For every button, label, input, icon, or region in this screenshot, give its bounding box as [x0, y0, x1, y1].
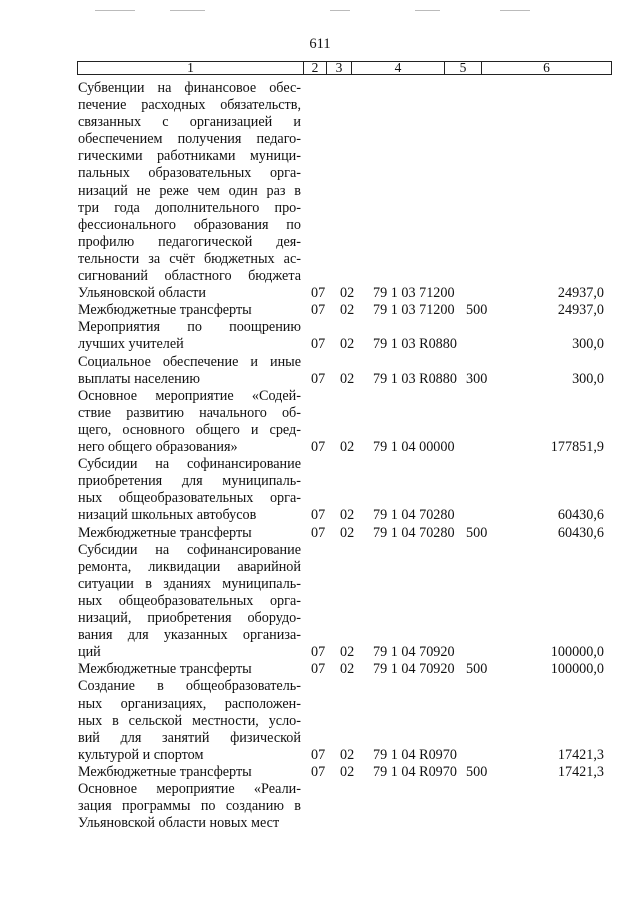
- row-description: [78, 302, 301, 319]
- amount-value: 24937,0: [557, 302, 604, 319]
- description-line: Создание в общеобразователь-: [78, 678, 301, 695]
- header-cell: 2: [304, 62, 327, 74]
- description-line: ремонта, ликвидации аварийной: [78, 558, 301, 575]
- header-cell: 6: [543, 60, 550, 75]
- row-description: [78, 764, 301, 781]
- section-code: 07: [311, 302, 326, 319]
- description-line: Субвенции на финансовое обес-: [78, 80, 301, 96]
- subsection-code: 02: [340, 746, 355, 763]
- table-row: [0, 525, 640, 542]
- scan-artifact: [500, 10, 530, 11]
- budget-table: [0, 80, 640, 832]
- expense-type-code: 500: [466, 302, 488, 319]
- subsection-code: 02: [340, 336, 355, 353]
- description-line: Ульяновской области: [78, 285, 206, 302]
- description-line: Межбюджетные трансферты: [78, 661, 252, 678]
- description-line: щего, основного общего и сред-: [78, 421, 301, 438]
- description-line: низаций не реже чем один раз в: [78, 182, 301, 199]
- row-description: [78, 661, 301, 678]
- description-line: Социальное обеспечение и иные: [78, 353, 301, 370]
- description-line: Межбюджетные трансферты: [78, 763, 252, 780]
- description-line: печение расходных обязательств,: [78, 97, 301, 114]
- description-line: Субсидии на софинансирование: [78, 456, 301, 473]
- row-description: [78, 781, 301, 832]
- table-row: [0, 781, 640, 832]
- row-description: [78, 456, 301, 524]
- section-code: 07: [311, 507, 326, 524]
- amount-value: 17421,3: [557, 746, 604, 763]
- target-article-code: 79 1 04 70280: [373, 524, 455, 541]
- section-code: 07: [311, 370, 326, 387]
- table-row: [0, 661, 640, 678]
- section-code: 07: [311, 524, 326, 541]
- description-line: обеспечением получения педаго-: [78, 131, 301, 148]
- section-code: 07: [311, 644, 326, 661]
- target-article-code: 79 1 04 70920: [373, 661, 455, 678]
- section-code: 07: [311, 661, 326, 678]
- table-row: [0, 678, 640, 764]
- target-article-code: 79 1 03 71200: [373, 285, 455, 302]
- description-line: ций: [78, 644, 101, 661]
- row-description: [78, 678, 301, 763]
- amount-value: 17421,3: [557, 763, 604, 780]
- description-line: Основное мероприятие «Содей-: [78, 387, 301, 404]
- subsection-code: 02: [340, 644, 355, 661]
- description-line: него общего образования»: [78, 439, 238, 456]
- row-description: [78, 525, 301, 542]
- description-line: сигнований областного бюджета: [78, 268, 301, 285]
- subsection-code: 02: [340, 439, 355, 456]
- amount-value: 300,0: [572, 370, 604, 387]
- description-line: ситуации в зданиях муниципаль-: [78, 575, 301, 592]
- amount-value: 24937,0: [557, 285, 604, 302]
- row-description: [78, 319, 301, 353]
- scan-artifact: [330, 10, 350, 11]
- table-header: [77, 61, 612, 75]
- scan-artifact: [170, 10, 205, 11]
- table-row: [0, 354, 640, 388]
- header-cell: 4: [352, 62, 445, 74]
- target-article-code: 79 1 03 71200: [373, 302, 455, 319]
- description-line: ных организациях, расположен-: [78, 695, 301, 712]
- header-cell: 1: [78, 62, 304, 74]
- target-article-code: 79 1 04 70280: [373, 507, 455, 524]
- target-article-code: 79 1 03 R0880: [373, 336, 457, 353]
- row-description: [78, 542, 301, 662]
- description-line: ных общеобразовательных орга-: [78, 490, 301, 507]
- target-article-code: 79 1 03 R0880: [373, 370, 457, 387]
- description-line: гическими работниками муници-: [78, 148, 301, 165]
- description-line: пальных образовательных орга-: [78, 165, 301, 182]
- subsection-code: 02: [340, 507, 355, 524]
- description-line: Межбюджетные трансферты: [78, 302, 252, 319]
- amount-value: 60430,6: [557, 524, 604, 541]
- section-code: 07: [311, 763, 326, 780]
- description-line: три года дополнительного про-: [78, 199, 301, 216]
- expense-type-code: 500: [466, 524, 488, 541]
- row-description: [78, 354, 301, 388]
- table-row: [0, 302, 640, 319]
- description-line: культурой и спортом: [78, 746, 204, 763]
- section-code: 07: [311, 439, 326, 456]
- target-article-code: 79 1 04 R0970: [373, 763, 457, 780]
- subsection-code: 02: [340, 370, 355, 387]
- expense-type-code: 500: [466, 763, 488, 780]
- table-row: [0, 764, 640, 781]
- amount-value: 60430,6: [557, 507, 604, 524]
- scan-artifact: [95, 10, 135, 11]
- description-line: низаций, приобретения оборудо-: [78, 610, 301, 627]
- description-line: профилю педагогической дея-: [78, 233, 301, 250]
- description-line: зация программы по созданию в: [78, 798, 301, 815]
- description-line: Мероприятия по поощрению: [78, 319, 301, 336]
- scan-artifact: [415, 10, 440, 11]
- amount-value: 100000,0: [550, 661, 604, 678]
- table-row: [0, 319, 640, 353]
- subsection-code: 02: [340, 524, 355, 541]
- description-line: ствие развитию начального об-: [78, 404, 301, 421]
- target-article-code: 79 1 04 70920: [373, 644, 455, 661]
- table-row: [0, 456, 640, 524]
- subsection-code: 02: [340, 285, 355, 302]
- description-line: ных в сельской местности, усло-: [78, 712, 301, 729]
- description-line: Основное мероприятие «Реали-: [78, 781, 301, 798]
- amount-value: 177851,9: [550, 439, 604, 456]
- subsection-code: 02: [340, 661, 355, 678]
- section-code: 07: [311, 746, 326, 763]
- table-row: [0, 388, 640, 456]
- table-row: [0, 80, 640, 302]
- amount-value: 100000,0: [550, 644, 604, 661]
- description-line: выплаты населению: [78, 370, 200, 387]
- row-description: [78, 80, 301, 302]
- expense-type-code: 300: [466, 370, 488, 387]
- description-line: приобретения для муниципаль-: [78, 473, 301, 490]
- section-code: 07: [311, 336, 326, 353]
- description-line: Ульяновской области новых мест: [78, 815, 280, 832]
- description-line: вий для занятий физической: [78, 729, 301, 746]
- target-article-code: 79 1 04 00000: [373, 439, 455, 456]
- page-number: 611: [309, 36, 331, 52]
- description-line: вания для указанных организа-: [78, 627, 301, 644]
- description-line: лучших учителей: [78, 336, 184, 353]
- table-row: [0, 542, 640, 662]
- row-description: [78, 388, 301, 456]
- description-line: связанных с организацией и: [78, 114, 301, 131]
- description-line: Межбюджетные трансферты: [78, 524, 252, 541]
- target-article-code: 79 1 04 R0970: [373, 746, 457, 763]
- subsection-code: 02: [340, 763, 355, 780]
- section-code: 07: [311, 285, 326, 302]
- description-line: низаций школьных автобусов: [78, 507, 257, 524]
- subsection-code: 02: [340, 302, 355, 319]
- header-cell: 5: [445, 62, 482, 74]
- description-line: фессионального образования по: [78, 216, 301, 233]
- description-line: Субсидии на софинансирование: [78, 541, 301, 558]
- description-line: тельности за счёт бюджетных ас-: [78, 250, 301, 267]
- description-line: ных общеобразовательных орга-: [78, 592, 301, 609]
- header-cell: 3: [327, 62, 352, 74]
- expense-type-code: 500: [466, 661, 488, 678]
- amount-value: 300,0: [572, 336, 604, 353]
